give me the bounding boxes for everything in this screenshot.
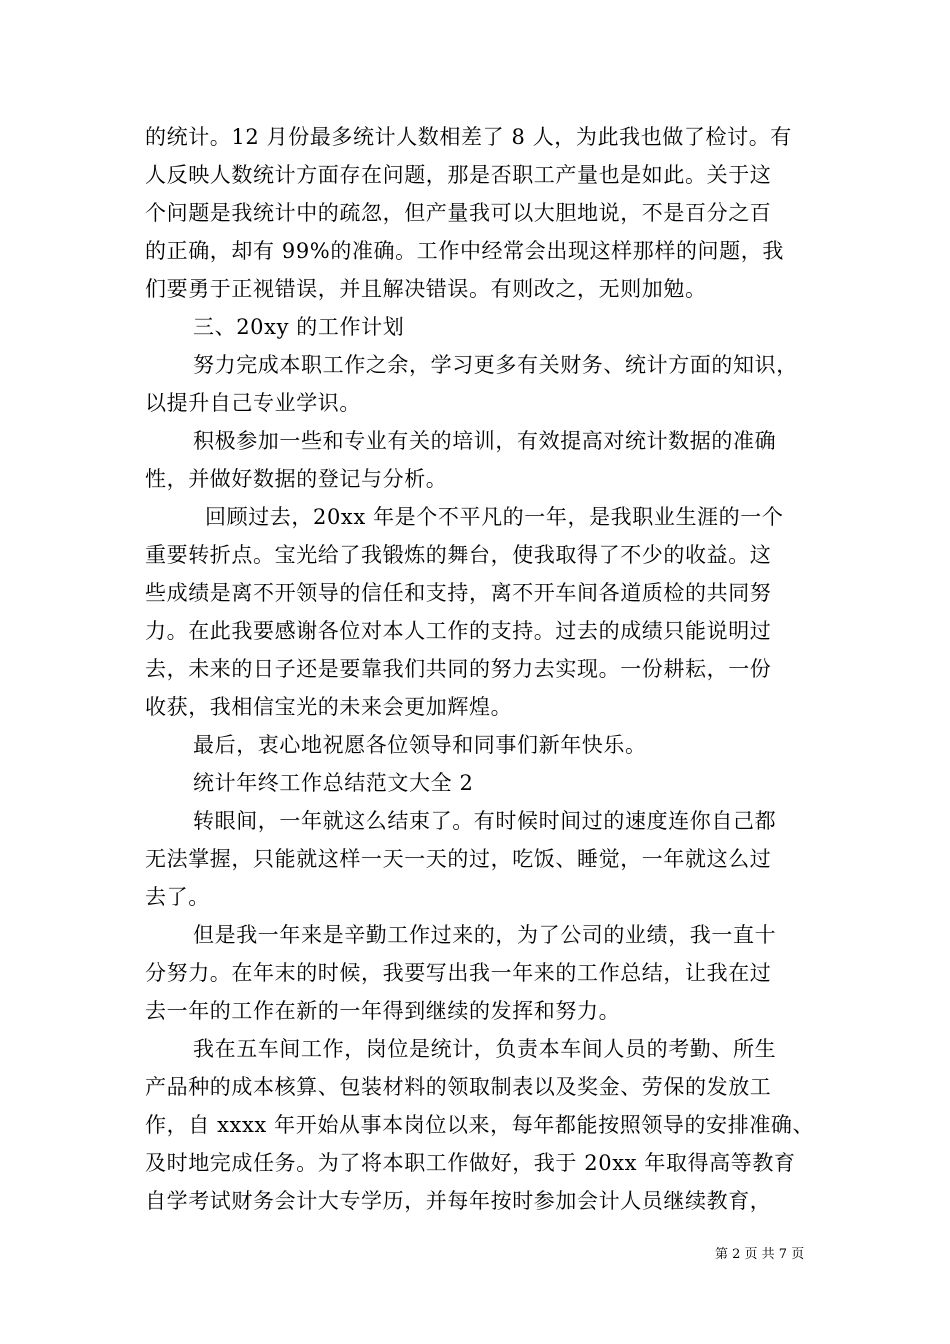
text-line: 以提升自己专业学识。 bbox=[145, 391, 361, 415]
text-line: 重要转折点。宝光给了我锻炼的舞台，使我取得了不少的收益。这 bbox=[145, 543, 772, 567]
text-line: 回顾过去，20xx 年是个不平凡的一年，是我职业生涯的一个 bbox=[205, 505, 784, 529]
text-line: 作，自 xxxx 年开始从事本岗位以来，每年都能按照领导的安排准确、 bbox=[145, 1113, 815, 1137]
text-line: 去一年的工作在新的一年得到继续的发挥和努力。 bbox=[145, 999, 621, 1023]
text-line: 力。在此我要感谢各位对本人工作的支持。过去的成绩只能说明过 bbox=[145, 619, 772, 643]
text-line: 性，并做好数据的登记与分析。 bbox=[145, 467, 448, 491]
text-line: 自学考试财务会计大专学历，并每年按时参加会计人员继续教育， bbox=[145, 1189, 772, 1213]
section-heading: 三、20xy 的工作计划 bbox=[193, 315, 405, 339]
text-line: 但是我一年来是辛勤工作过来的，为了公司的业绩，我一直十 bbox=[193, 923, 777, 947]
text-line: 些成绩是离不开领导的信任和支持，离不开车间各道质检的共同努 bbox=[145, 581, 772, 605]
text-line: 收获，我相信宝光的未来会更加辉煌。 bbox=[145, 695, 513, 719]
text-line: 努力完成本职工作之余，学习更多有关财务、统计方面的知识， bbox=[193, 353, 798, 377]
text-line: 转眼间，一年就这么结束了。有时候时间过的速度连你自己都 bbox=[193, 809, 777, 833]
text-line: 最后，衷心地祝愿各位领导和同事们新年快乐。 bbox=[193, 733, 647, 757]
section-heading: 统计年终工作总结范文大全 2 bbox=[193, 771, 474, 795]
text-line: 无法掌握，只能就这样一天一天的过，吃饭、睡觉，一年就这么过 bbox=[145, 847, 772, 871]
text-line: 们要勇于正视错误，并且解决错误。有则改之，无则加勉。 bbox=[145, 277, 707, 301]
text-line: 积极参加一些和专业有关的培训，有效提高对统计数据的准确 bbox=[193, 429, 777, 453]
text-line: 的统计。12 月份最多统计人数相差了 8 人，为此我也做了检讨。有 bbox=[145, 125, 792, 149]
text-line: 的正确，却有 99%的准确。工作中经常会出现这样那样的问题，我 bbox=[145, 239, 784, 263]
text-line: 我在五车间工作，岗位是统计，负责本车间人员的考勤、所生 bbox=[193, 1037, 777, 1061]
text-line: 产品种的成本核算、包装材料的领取制表以及奖金、劳保的发放工 bbox=[145, 1075, 772, 1099]
text-line: 去了。 bbox=[145, 885, 210, 909]
text-line: 去，未来的日子还是要靠我们共同的努力去实现。一份耕耘，一份 bbox=[145, 657, 772, 681]
page-number: 第 2 页 共 7 页 bbox=[715, 1247, 805, 1262]
text-line: 及时地完成任务。为了将本职工作做好，我于 20xx 年取得高等教育 bbox=[145, 1151, 796, 1175]
text-line: 人反映人数统计方面存在问题，那是否职工产量也是如此。关于这 bbox=[145, 163, 772, 187]
text-line: 分努力。在年末的时候，我要写出我一年来的工作总结，让我在过 bbox=[145, 961, 772, 985]
text-line: 个问题是我统计中的疏忽，但产量我可以大胆地说，不是百分之百 bbox=[145, 201, 772, 225]
